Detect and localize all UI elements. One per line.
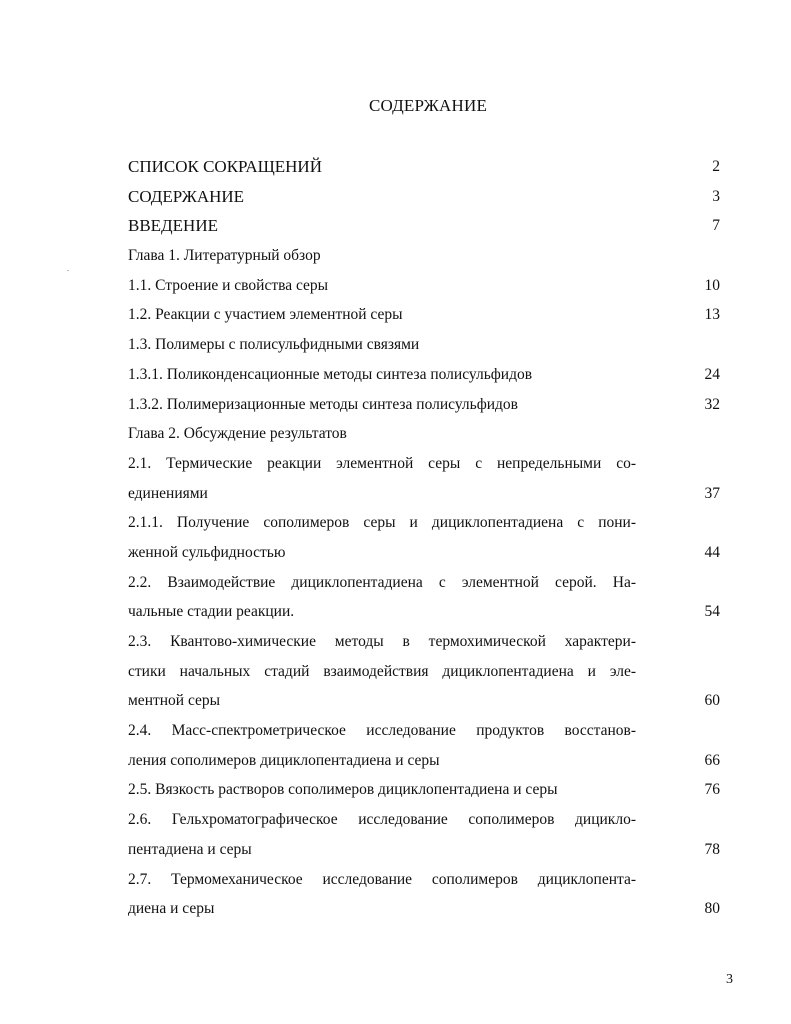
toc-entry-text-line: единениями <box>128 484 208 502</box>
toc-entry <box>128 271 728 301</box>
toc-page-number: 76 <box>704 781 720 799</box>
toc-page-number: 3 <box>712 187 720 205</box>
toc-entry-text-line: СПИСОК СОКРАЩЕНИЙ <box>128 157 322 176</box>
toc-entry-text-line: диена и серы <box>128 900 215 918</box>
toc-entry <box>128 805 728 864</box>
toc-entry-text-line: 2.7. Термомеханическое исследование сополимеров дициклопента- <box>128 870 636 888</box>
toc-page-number: 80 <box>704 900 720 918</box>
toc-page-number: 60 <box>704 692 720 710</box>
toc-page-number: 24 <box>704 365 720 383</box>
toc-entry-text-line: 2.1.1. Получение сополимеров серы и дициклопентадиена с пони- <box>128 514 636 532</box>
toc-entry <box>128 360 728 390</box>
toc-entry <box>128 508 728 567</box>
toc-entry-text-line: Глава 1. Литературный обзор <box>128 247 321 265</box>
toc-entry-text-line: пентадиена и серы <box>128 840 252 858</box>
toc-entry <box>128 152 728 182</box>
toc-entry-text-line: 1.2. Реакции с участием элементной серы <box>128 306 403 324</box>
page-title: СОДЕРЖАНИЕ <box>368 96 488 115</box>
toc-entry <box>128 182 728 212</box>
toc-entry <box>128 300 728 330</box>
toc-entry <box>128 775 728 805</box>
toc-page-number: 7 <box>712 217 720 235</box>
toc-entry-text-line: 2.3. Квантово-химические методы в термохимической характери- <box>128 633 636 650</box>
toc-page-number: 32 <box>704 395 720 413</box>
toc-entry <box>128 419 728 449</box>
toc-entry-text-line: ления сополимеров дициклопентадиена и серы <box>128 751 440 769</box>
toc-entry-text-line: 2.6. Гельхроматографическое исследование сополимеров дицикло- <box>128 811 636 829</box>
toc-page-number: 44 <box>704 543 720 561</box>
toc-entry <box>128 330 728 360</box>
toc-entry-text-line: стики начальных стадий взаимодействия дициклопентадиена и эле- <box>128 662 636 680</box>
toc-entry <box>128 449 728 508</box>
scan-mark <box>67 270 69 271</box>
toc-page-number: 54 <box>704 603 720 621</box>
toc-entry-text-line: 2.5. Вязкость растворов сополимеров дициклопентадиена и серы <box>128 781 558 799</box>
toc-entry <box>128 241 728 271</box>
toc-page-number: 13 <box>704 306 720 324</box>
toc-page-number: 2 <box>712 158 720 175</box>
toc-entry-text-line: женной сульфидностью <box>128 543 286 561</box>
toc-entry <box>128 627 728 716</box>
toc-entry-text-line: 2.2. Взаимодействие дициклопентадиена с элементной серой. На- <box>128 573 636 591</box>
toc-entry <box>128 865 728 924</box>
toc-page-number: 78 <box>704 840 720 858</box>
toc-entry-text-line: 2.4. Масс-спектрометрическое исследование продуктов восстанов- <box>128 722 636 740</box>
toc-entry-text-line: ВВЕДЕНИЕ <box>128 216 218 236</box>
toc-entry-text-line: СОДЕРЖАНИЕ <box>128 186 245 206</box>
toc-entry-text-line: 1.3. Полимеры с полисульфидными связями <box>128 336 420 354</box>
table-of-contents <box>128 152 728 924</box>
toc-entry <box>128 390 728 420</box>
toc-entry-text-line: 1.1. Строение и свойства серы <box>128 276 329 294</box>
page-number: 3 <box>726 972 733 987</box>
toc-page-number: 66 <box>704 751 720 769</box>
toc-page-number: 10 <box>704 276 720 294</box>
toc-entry-text-line: 1.3.1. Поликонденсационные методы синтеза полисульфидов <box>128 365 533 383</box>
toc-entry-text-line: ментной серы <box>128 692 221 710</box>
toc-entry-text-line: 1.3.2. Полимеризационные методы синтеза полисульфидов <box>128 395 518 413</box>
toc-entry <box>128 568 728 627</box>
toc-page-number: 37 <box>704 484 720 502</box>
toc-entry <box>128 716 728 775</box>
toc-entry-text-line: Глава 2. Обсуждение результатов <box>128 425 347 443</box>
toc-entry <box>128 211 728 241</box>
toc-entry-text-line: чальные стадии реакции. <box>128 603 295 621</box>
toc-entry-text-line: 2.1. Термические реакции элементной серы с непредельными со- <box>128 454 636 472</box>
